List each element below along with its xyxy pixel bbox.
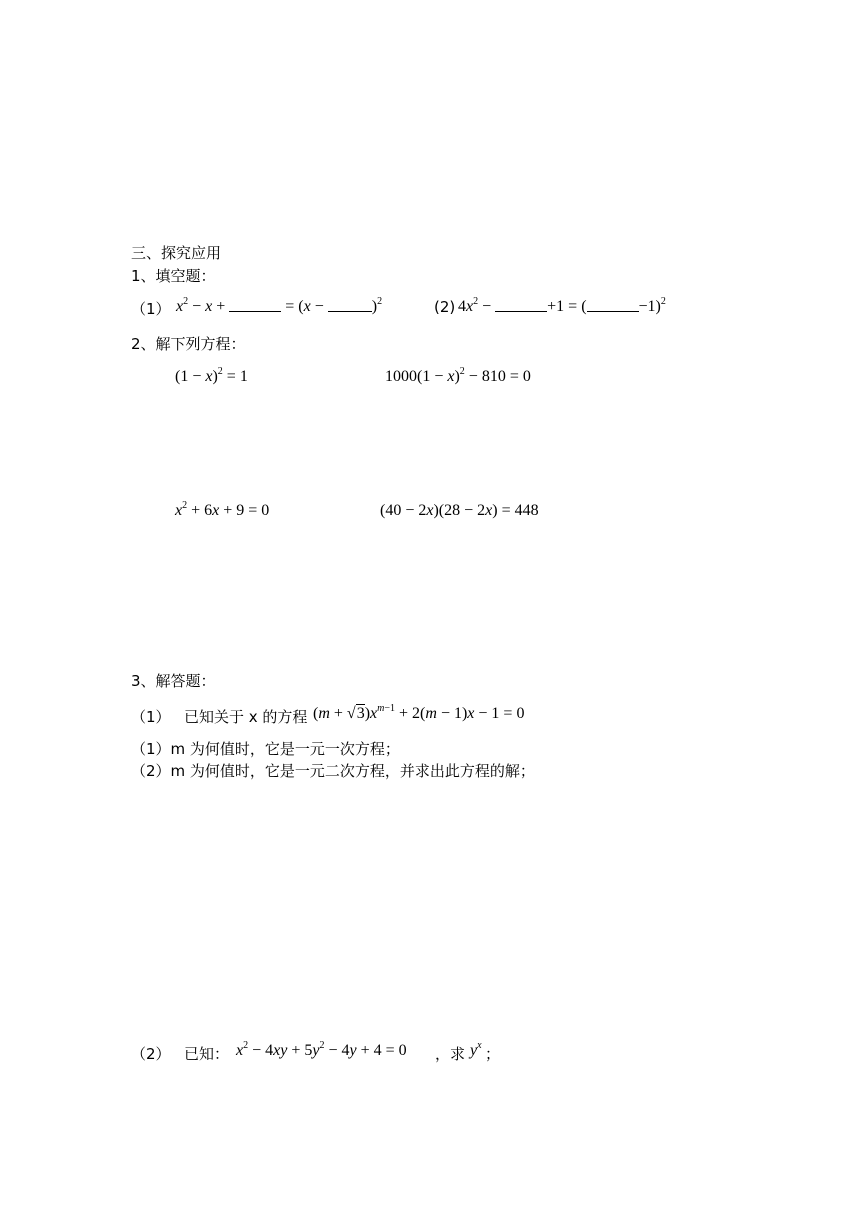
question-3-part-2-end: ； bbox=[485, 1045, 501, 1063]
equation-1: $(1 - x)^2 = 1$ bbox=[175, 366, 248, 385]
question-3-part-2-text: 已知： bbox=[184, 1045, 230, 1063]
question-1-heading: 1、填空题： bbox=[131, 267, 216, 285]
question-3-part-2-equation: $x^2 - 4xy + 5y^2 - 4y + 4 = 0$ bbox=[236, 1040, 407, 1059]
question-3-part-1-equation: $(m + √3)x^{m-1} + 2(m - 1)x - 1 = 0$ bbox=[313, 703, 525, 722]
equation-3: $x^2 + 6x + 9 = 0$ bbox=[175, 500, 270, 519]
equation-4: (40 − 2x)(28 − 2x) = 448 bbox=[380, 502, 539, 519]
question-1-item-2-equation: $4x^2 - +1$ = ( −1)$^2$ bbox=[458, 296, 666, 315]
question-3-sub-question-2: （2）m 为何值时，它是一元二次方程，并求出此方程的解； bbox=[131, 762, 535, 780]
question-2-heading: 2、解下列方程： bbox=[131, 335, 246, 353]
question-3-part-1-label: （1） bbox=[131, 708, 171, 726]
question-3-heading: 3、解答题： bbox=[131, 672, 216, 690]
section-title: 三、探究应用 bbox=[131, 244, 222, 262]
question-3-part-1-text: 已知关于 x 的方程 bbox=[184, 708, 308, 726]
question-3-part-2-label: （2） bbox=[131, 1045, 171, 1063]
question-1-item-1-equation: $x^2 - x$ + = $(x - )^2$ bbox=[176, 296, 383, 315]
equation-2: $1000(1 - x)^2 - 810 = 0$ bbox=[385, 366, 531, 385]
question-3-part-2-tail: ，求 bbox=[435, 1045, 466, 1063]
question-1-item-1-label: （1） bbox=[131, 300, 171, 318]
question-1-item-2-label: (2) bbox=[434, 298, 456, 316]
question-3-sub-question-1: （1）m 为何值时，它是一元一次方程； bbox=[131, 740, 400, 758]
question-3-part-2-expression: $y^x$ bbox=[470, 1040, 482, 1059]
